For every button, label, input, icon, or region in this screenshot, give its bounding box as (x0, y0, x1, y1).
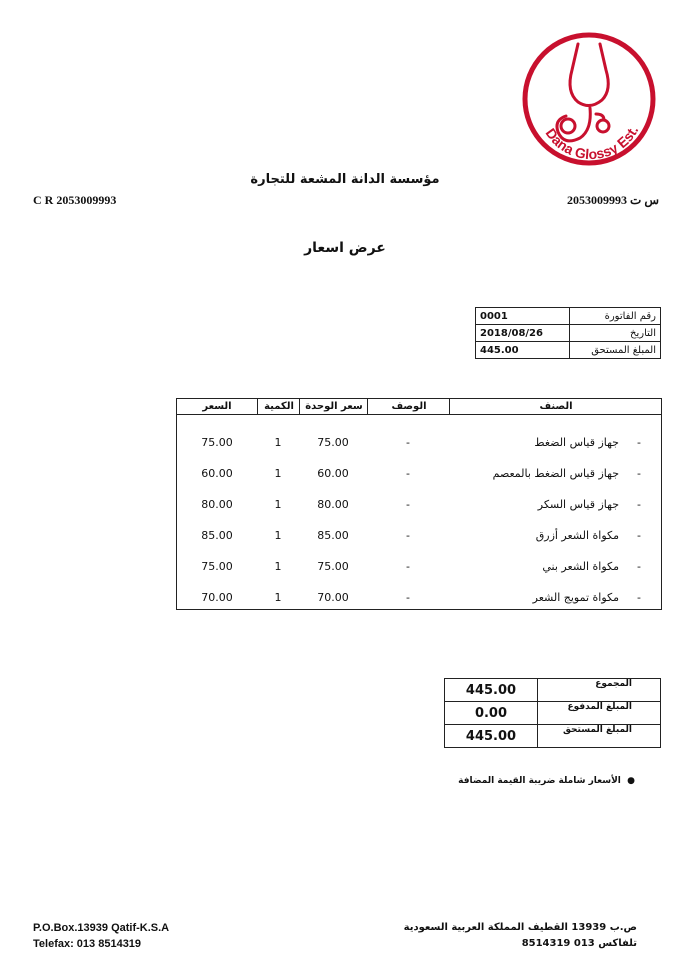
row-item: مكواة الشعر أزرق (535, 529, 619, 542)
company-logo (520, 30, 658, 168)
row-item: مكواة تمويج الشعر (532, 591, 619, 604)
row-price: 75.00 (201, 436, 233, 449)
total-sum: 445.00 (445, 679, 538, 702)
table-row (177, 495, 661, 515)
row-price: 85.00 (201, 529, 233, 542)
row-qty: 1 (274, 467, 282, 480)
row-description: - (406, 498, 410, 511)
items-table (176, 398, 662, 610)
row-qty: 1 (274, 529, 282, 542)
stethoscope-icon (557, 44, 609, 141)
invoice-due-label: المبلغ المستحق (570, 342, 661, 359)
row-price: 80.00 (201, 498, 233, 511)
total-sum-label: المجموع (538, 679, 661, 702)
row-qty: 1 (274, 591, 282, 604)
table-row (177, 588, 661, 608)
footer-contact-en (33, 920, 169, 952)
row-bullet: - (637, 467, 641, 480)
totals-row-sum (445, 679, 661, 702)
table-row (177, 464, 661, 484)
invoice-number-label: رقم الفاتورة (570, 308, 661, 325)
total-paid-label: المبلغ المدفوع (538, 702, 661, 725)
row-price: 60.00 (201, 467, 233, 480)
row-qty: 1 (274, 560, 282, 573)
row-item: جهاز قياس الضغط بالمعصم (492, 467, 619, 480)
total-due: 445.00 (445, 725, 538, 748)
row-description: - (406, 560, 410, 573)
row-item: جهاز قياس السكر (537, 498, 619, 511)
row-bullet: - (637, 560, 641, 573)
footer-address-en: P.O.Box.13939 Qatif-K.S.A (33, 922, 170, 934)
table-row (177, 526, 661, 546)
row-bullet: - (637, 591, 641, 604)
row-description: - (406, 529, 410, 542)
footer-contact-ar (404, 920, 637, 952)
row-bullet: - (637, 436, 641, 449)
footer-phone-ar: تلفاكس 013 8514319 (521, 938, 637, 949)
cr-number-ar: س ت 2053009993 (567, 193, 659, 207)
totals-row-paid (445, 702, 661, 725)
footer-phone-en: Telefax: 013 8514319 (33, 938, 142, 950)
total-paid: 0.00 (445, 702, 538, 725)
row-unit-price: 85.00 (317, 529, 349, 542)
table-row (177, 557, 661, 577)
invoice-date: 2018/08/26 (476, 325, 570, 342)
row-description: - (406, 467, 410, 480)
row-item: جهاز قياس الضغط (534, 436, 619, 449)
info-row-date (476, 325, 661, 342)
totals-table (444, 678, 661, 748)
row-qty: 1 (274, 498, 282, 511)
totals-row-due (445, 725, 661, 748)
document-title: عرض اسعار (304, 240, 386, 256)
row-price: 75.00 (201, 560, 233, 573)
invoice-number: 0001 (476, 308, 570, 325)
table-row (177, 433, 661, 453)
invoice-info-table (475, 307, 661, 359)
row-unit-price: 75.00 (317, 560, 349, 573)
header-unit-price: سعر الوحدة (299, 399, 368, 414)
vat-note-text: الأسعار شاملة ضريبة القيمة المضافة (458, 776, 621, 786)
bullet-icon: ● (620, 776, 635, 786)
cr-number-en: C R 2053009993 (33, 193, 117, 207)
row-unit-price: 80.00 (317, 498, 349, 511)
header-qty: الكمية (257, 399, 300, 414)
row-item: مكواة الشعر بني (542, 560, 619, 573)
header-item: الصنف (449, 399, 662, 414)
invoice-date-label: التاريخ (570, 325, 661, 342)
header-description: الوصف (367, 399, 450, 414)
row-qty: 1 (274, 436, 282, 449)
invoice-due: 445.00 (476, 342, 570, 359)
row-description: - (406, 591, 410, 604)
row-unit-price: 60.00 (317, 467, 349, 480)
row-bullet: - (637, 529, 641, 542)
logo-text: Dana Glossy Est. (542, 123, 642, 163)
info-row-number (476, 308, 661, 325)
row-description: - (406, 436, 410, 449)
vat-note (458, 776, 635, 786)
items-header (177, 399, 661, 415)
footer-address-ar: ص.ب 13939 القطيف المملكة العربية السعودية (403, 922, 637, 933)
header-price: السعر (202, 401, 232, 412)
total-due-label: المبلغ المستحق (538, 725, 661, 748)
row-bullet: - (637, 498, 641, 511)
company-name: مؤسسة الدانة المشعة للتجارة (250, 172, 440, 187)
row-price: 70.00 (201, 591, 233, 604)
row-unit-price: 75.00 (317, 436, 349, 449)
row-unit-price: 70.00 (317, 591, 349, 604)
info-row-due (476, 342, 661, 359)
